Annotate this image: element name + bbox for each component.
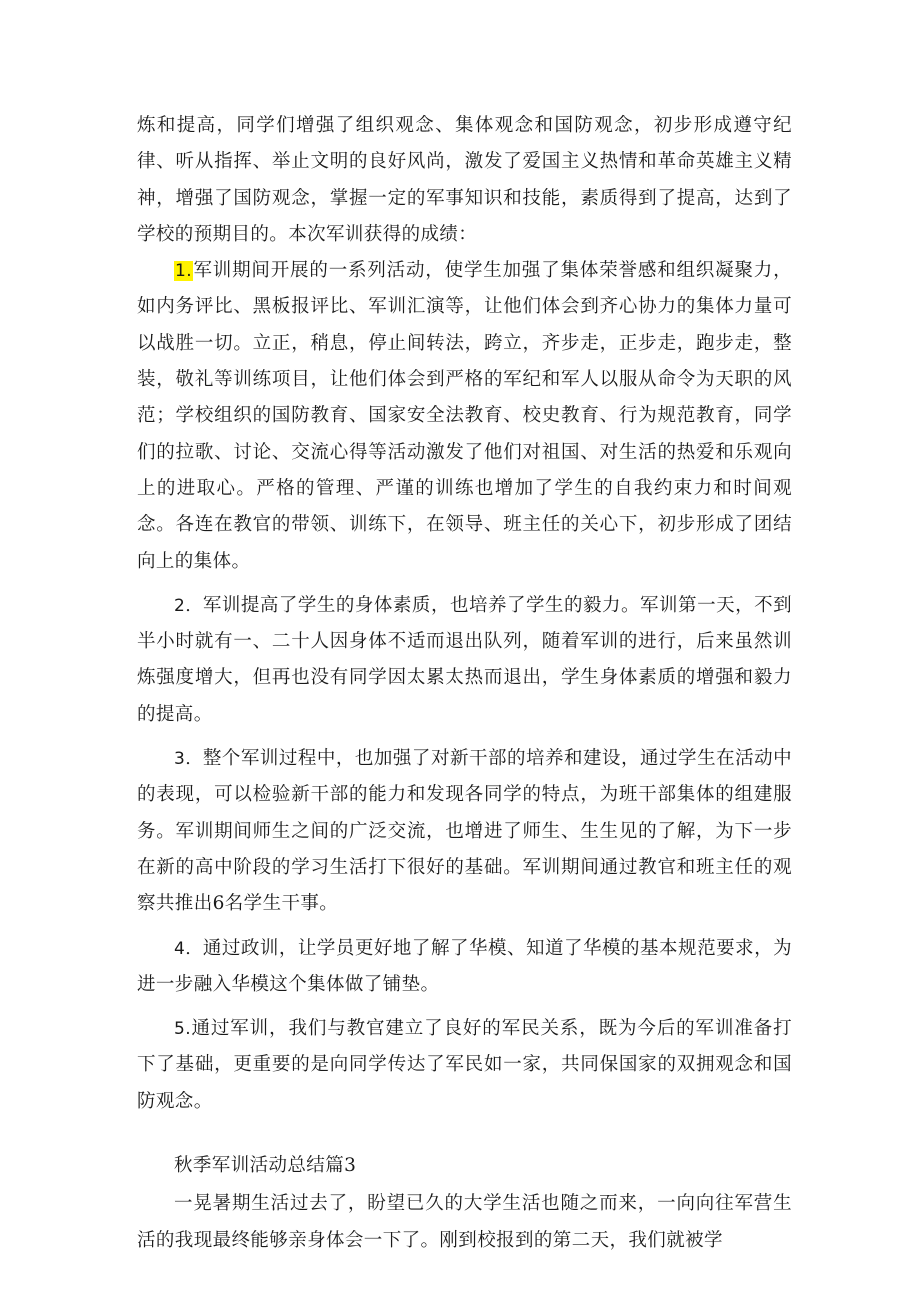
list-item-4 (137, 931, 792, 1004)
list-item-5 (137, 1011, 792, 1120)
list-item-1 (137, 253, 792, 580)
list-item-number: 4． (174, 938, 203, 959)
intro-paragraph: 炼和提高，同学们增强了组织观念、集体观念和国防观念，初步形成遵守纪律、听从指挥、举止文明的良好风尚，激发了爱国主义热情和革命英雄主义精神，增强了国防观念，掌握一定的军事知识和技能，素质得到了提高，达到了学校的预期目的。本次军训获得的成绩： (137, 115, 792, 245)
list-item-number-highlighted: 1. (175, 261, 193, 282)
list-item-text: 通过政训，让学员更好地了解了华模、知道了华模的基本规范要求，为进一步融入华模这个集体做了铺垫。 (137, 937, 792, 995)
section-title: 秋季军训活动总结篇3 (174, 1155, 357, 1177)
list-item-text: 军训期间开展的一系列活动，使学生加强了集体荣誉感和组织凝聚力，如内务评比、黑板报评比、军训汇演等，让他们体会到齐心协力的集体力量可以战胜一切。立正，稍息，停止间转法，跨立，齐步走，正步走，跑步走，整装，敬礼等训练项目，让他们体会到严格的军纪和军人以服从命令为天职的风范；学校组织的国防教育、国家安全法教育、校史教育、行为规范教育，同学们的拉歌、讨论、交流心得等活动激发了他们对祖国、对生活的热爱和乐观向上的进取心。严格的管理、严谨的训练也增加了学生的自我约束力和时间观念。各连在教官的带领、训练下，在领导、班主任的关心下，初步形成了团结向上的集体。 (137, 260, 792, 572)
list-item-text: 通过军训，我们与教官建立了良好的军民关系，既为今后的军训准备打下了基础，更重要的是向同学传达了军民如一家，共同保国家的双拥观念和国防观念。 (137, 1018, 792, 1112)
document-body (137, 108, 792, 1259)
list-item-text: 整个军训过程中，也加强了对新干部的培养和建设，通过学生在活动中的表现，可以检验新干部的能力和发现各同学的特点，为班干部集体的组建服务。军训期间师生之间的广泛交流，也增进了师生、生生见的了解，为下一步在新的高中阶段的学习生活打下很好的基础。军训期间通过教官和班主任的观察共推出6名学生干事。 (137, 748, 792, 915)
list-item-3 (137, 741, 792, 922)
list-item-number: 2． (174, 595, 203, 616)
list-item-text: 军训提高了学生的身体素质，也培养了学生的毅力。军训第一天，不到半小时就有一、二十人因身体不适而退出队列，随着军训的进行，后来虽然训炼强度增大，但再也没有同学因太累太热而退出，学生身体素质的增强和毅力的提高。 (137, 594, 792, 725)
list-item-number: 5. (174, 1019, 192, 1040)
list-item-number: 3． (174, 749, 203, 770)
section-paragraph: 一晃暑期生活过去了，盼望已久的大学生活也随之而来，一向向往军营生活的我现最终能够亲身体会一下了。刚到校报到的第二天，我们就被学 (137, 1193, 792, 1251)
list-item-2 (137, 588, 792, 733)
